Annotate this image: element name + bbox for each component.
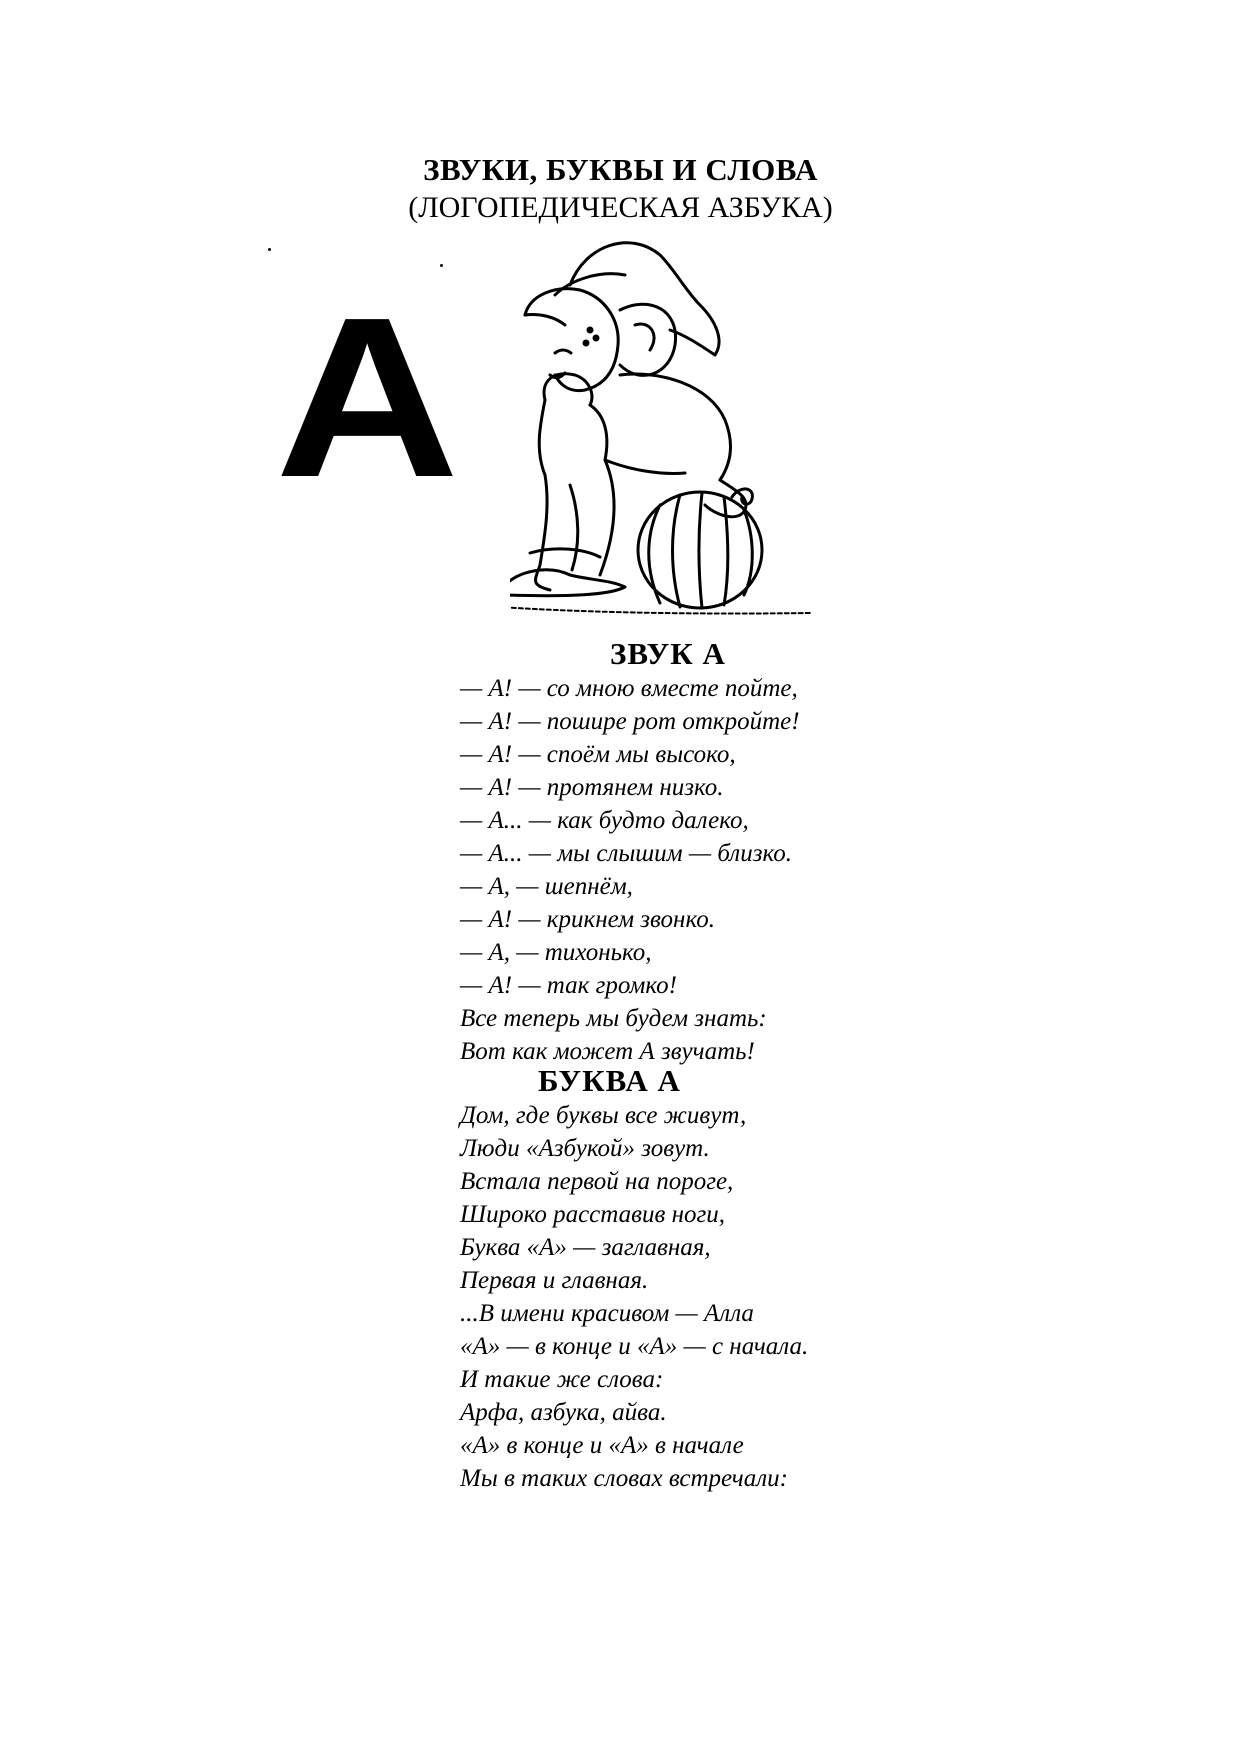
- verse-line: Мы в таких словах встречали:: [460, 1465, 788, 1492]
- verse-line: — А! — протянем низко.: [460, 774, 724, 801]
- letter-heading: БУКВА А: [538, 1063, 681, 1098]
- verse-line: ...В имени красивом — Алла: [460, 1300, 754, 1327]
- verse-line: — А! — споём мы высоко,: [460, 741, 736, 768]
- speck-decoration: [268, 248, 271, 251]
- big-letter: А: [275, 271, 460, 525]
- verse-line: — А! — крикнем звонко.: [460, 906, 715, 933]
- verse-line: И такие же слова:: [460, 1366, 664, 1393]
- page-title: ЗВУКИ, БУКВЫ И СЛОВА: [423, 152, 818, 187]
- verse-line: Вот как может А звучать!: [460, 1038, 755, 1065]
- verse-line: — А! — со мною вместе пойте,: [460, 675, 798, 702]
- verse-line: Первая и главная.: [460, 1267, 649, 1294]
- verse-line: «А» в конце и «А» в начале: [460, 1432, 744, 1459]
- boy-sitting-on-watermelon-illustration: [510, 235, 870, 685]
- verse-line: Дом, где буквы все живут,: [460, 1102, 747, 1129]
- verse-line: — А... — мы слышим — близко.: [460, 840, 792, 867]
- verse-line: — А! — так громко!: [460, 972, 677, 999]
- sound-heading: ЗВУК А: [610, 636, 726, 671]
- verse-line: Буква «А» — заглавная,: [460, 1234, 711, 1261]
- verse-line: — А... — как будто далеко,: [460, 807, 749, 834]
- verse-line: Все теперь мы будем знать:: [460, 1005, 767, 1032]
- verse-line: — А, — шепнём,: [460, 873, 633, 900]
- verse-line: Встала первой на пороге,: [460, 1168, 734, 1195]
- verse-line: Арфа, азбука, айва.: [460, 1399, 667, 1426]
- letter-verse: [460, 1099, 808, 1495]
- sound-verse: [460, 672, 800, 1068]
- verse-line: Широко расставив ноги,: [460, 1201, 725, 1228]
- verse-line: — А! — пошире рот откройте!: [460, 708, 800, 735]
- speck-decoration: [440, 264, 443, 267]
- verse-line: — А, — тихонько,: [460, 939, 652, 966]
- verse-line: «А» — в конце и «А» — с начала.: [460, 1333, 809, 1360]
- page-subtitle: (ЛОГОПЕДИЧЕСКАЯ АЗБУКА): [408, 191, 833, 224]
- verse-line: Люди «Азбукой» зовут.: [460, 1135, 710, 1162]
